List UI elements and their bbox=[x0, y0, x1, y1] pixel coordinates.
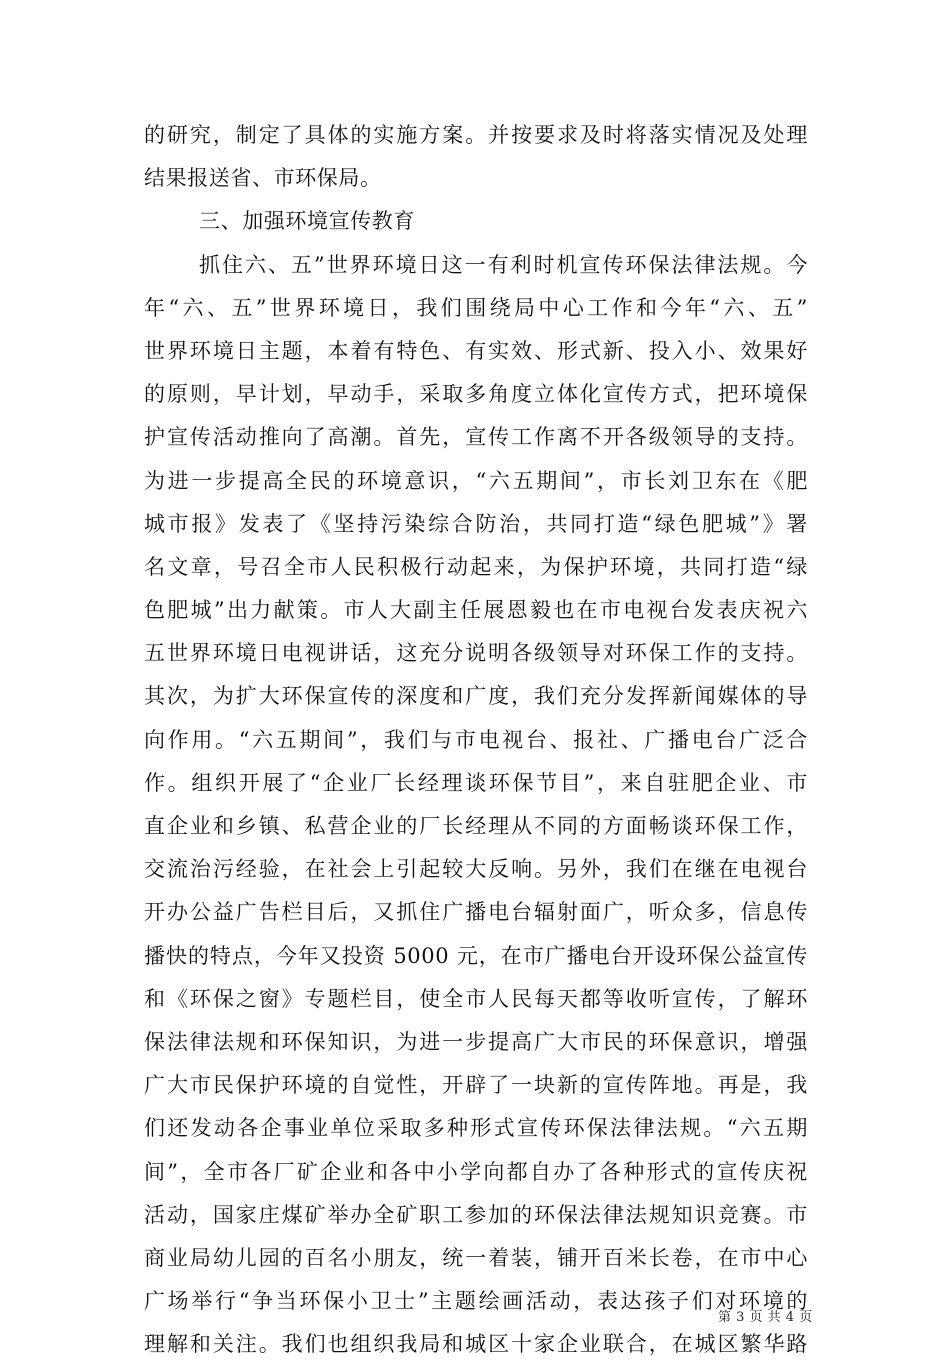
text-line: 间”，全市各厂矿企业和各中小学向都自办了各种形式的宣传庆祝 bbox=[144, 1159, 808, 1184]
text-line: 保法律法规和环保知识，为进一步提高广大市民的环保意识，增强 bbox=[144, 1029, 808, 1054]
text-line: 年“六、五”世界环境日，我们围绕局中心工作和今年“六、五” bbox=[144, 295, 808, 320]
text-line: 城市报》发表了《坚持污染综合防治，共同打造“绿色肥城”》署 bbox=[144, 511, 808, 536]
text-line: 的原则，早计划，早动手，采取多角度立体化宣传方式，把环境保 bbox=[144, 382, 808, 407]
text-line: 结果报送省、市环保局。 bbox=[144, 166, 382, 191]
text-line: 向作用。“六五期间”，我们与市电视台、报社、广播电台广泛合 bbox=[144, 727, 808, 752]
text-line: 的研究，制定了具体的实施方案。并按要求及时将落实情况及处理 bbox=[144, 123, 808, 147]
text-line: 交流治污经验，在社会上引起较大反响。另外，我们在继在电视台 bbox=[144, 857, 808, 882]
text-line: 三、加强环境宣传教育 bbox=[199, 209, 415, 234]
text-line: 色肥城”出力献策。市人大副主任展恩毅也在市电视台发表庆祝六 bbox=[144, 598, 808, 623]
text-line: 护宣传活动推向了高潮。首先，宣传工作离不开各级领导的支持。 bbox=[144, 425, 808, 450]
text-line: 播快的特点，今年又投资 5000 元，在市广播电台开设环保公益宣传 bbox=[144, 943, 808, 968]
page-number: 第 3 页 共 4 页 bbox=[718, 1310, 813, 1325]
text-line: 五世界环境日电视讲话，这充分说明各级领导对环保工作的支持。 bbox=[144, 641, 808, 666]
document-body bbox=[144, 114, 808, 1366]
text-line: 世界环境日主题，本着有特色、有实效、形式新、投入小、效果好 bbox=[144, 338, 808, 363]
text-line: 名文章，号召全市人民积极行动起来，为保护环境，共同打造“绿 bbox=[144, 554, 808, 579]
text-line: 为进一步提高全民的环境意识，“六五期间”，市长刘卫东在《肥 bbox=[144, 468, 808, 493]
text-line: 们还发动各企事业单位采取多种形式宣传环保法律法规。“六五期 bbox=[144, 1116, 808, 1141]
text-line: 其次，为扩大环保宣传的深度和广度，我们充分发挥新闻媒体的导 bbox=[144, 684, 808, 709]
text-line: 直企业和乡镇、私营企业的厂长经理从不同的方面畅谈环保工作， bbox=[144, 814, 808, 838]
text-line: 理解和关注。我们也组织我局和城区十家企业联合，在城区繁华路 bbox=[144, 1332, 808, 1357]
text-line: 活动，国家庄煤矿举办全矿职工参加的环保法律法规知识竞赛。市 bbox=[144, 1202, 808, 1227]
text-line: 抓住六、五”世界环境日这一有利时机宣传环保法律法规。今 bbox=[199, 252, 808, 277]
text-line: 广场举行“争当环保小卫士”主题绘画活动，表达孩子们对环境的 bbox=[144, 1289, 808, 1314]
text-line: 商业局幼儿园的百名小朋友，统一着装，铺开百米长卷，在市中心 bbox=[144, 1245, 808, 1270]
text-line: 和《环保之窗》专题栏目，使全市人民每天都等收听宣传，了解环 bbox=[144, 986, 808, 1011]
text-line: 开办公益广告栏目后，又抓住广播电台辐射面广，听众多，信息传 bbox=[144, 900, 808, 925]
text-line: 作。组织开展了“企业厂长经理谈环保节目”，来自驻肥企业、市 bbox=[144, 770, 808, 795]
text-line: 广大市民保护环境的自觉性，开辟了一块新的宣传阵地。再是，我 bbox=[144, 1073, 808, 1098]
